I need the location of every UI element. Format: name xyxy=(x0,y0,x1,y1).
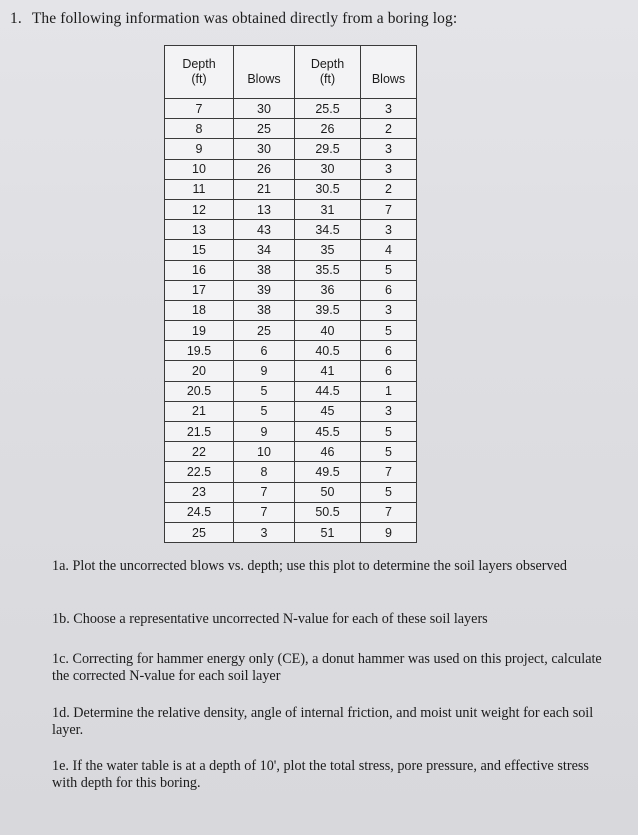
depth-1-cell: 11 xyxy=(165,179,234,199)
blows-2-cell: 4 xyxy=(361,240,417,260)
depth-1-cell: 20.5 xyxy=(165,381,234,401)
depth-1-cell: 25 xyxy=(165,522,234,542)
depth-1-cell: 19.5 xyxy=(165,341,234,361)
depth-2-cell: 44.5 xyxy=(295,381,361,401)
table-row xyxy=(165,119,417,139)
table-row xyxy=(165,321,417,341)
depth-2-cell: 45 xyxy=(295,401,361,421)
table-row xyxy=(165,502,417,522)
header-blows-2: Blows xyxy=(361,46,417,99)
blows-2-cell: 9 xyxy=(361,522,417,542)
table-row xyxy=(165,159,417,179)
blows-1-cell: 26 xyxy=(234,159,295,179)
header-depth-2: Depth (ft) xyxy=(295,46,361,99)
depth-2-cell: 50.5 xyxy=(295,502,361,522)
boring-log-table xyxy=(164,45,417,543)
depth-2-cell: 35.5 xyxy=(295,260,361,280)
blows-1-cell: 25 xyxy=(234,321,295,341)
table-row xyxy=(165,442,417,462)
blows-2-cell: 6 xyxy=(361,341,417,361)
table-row xyxy=(165,522,417,542)
depth-2-cell: 30 xyxy=(295,159,361,179)
depth-2-cell: 30.5 xyxy=(295,179,361,199)
depth-1-cell: 8 xyxy=(165,119,234,139)
blows-1-cell: 8 xyxy=(234,462,295,482)
depth-2-cell: 31 xyxy=(295,199,361,219)
depth-2-cell: 35 xyxy=(295,240,361,260)
depth-1-cell: 23 xyxy=(165,482,234,502)
blows-2-cell: 3 xyxy=(361,220,417,240)
depth-1-cell: 9 xyxy=(165,139,234,159)
depth-1-cell: 19 xyxy=(165,321,234,341)
depth-1-cell: 20 xyxy=(165,361,234,381)
depth-1-cell: 21 xyxy=(165,401,234,421)
blows-2-cell: 5 xyxy=(361,260,417,280)
table-row xyxy=(165,422,417,442)
blows-1-cell: 7 xyxy=(234,502,295,522)
table-row xyxy=(165,300,417,320)
table-row xyxy=(165,482,417,502)
depth-2-cell: 25.5 xyxy=(295,99,361,119)
depth-2-cell: 39.5 xyxy=(295,300,361,320)
table-row xyxy=(165,361,417,381)
blows-1-cell: 5 xyxy=(234,401,295,421)
blows-1-cell: 39 xyxy=(234,280,295,300)
depth-2-cell: 45.5 xyxy=(295,422,361,442)
depth-2-cell: 34.5 xyxy=(295,220,361,240)
subquestion-1e: 1e. If the water table is at a depth of 10', plot the total stress, pore pressure, and effective stress with depth for this boring. xyxy=(52,758,589,791)
blows-1-cell: 13 xyxy=(234,199,295,219)
blows-2-cell: 5 xyxy=(361,422,417,442)
depth-1-cell: 24.5 xyxy=(165,502,234,522)
table-row xyxy=(165,139,417,159)
table-row xyxy=(165,199,417,219)
blows-2-cell: 1 xyxy=(361,381,417,401)
depth-2-cell: 41 xyxy=(295,361,361,381)
header-blows-1: Blows xyxy=(234,46,295,99)
table-row xyxy=(165,99,417,119)
subquestion-1a: 1a. Plot the uncorrected blows vs. depth; use this plot to determine the soil layers observed xyxy=(52,558,567,574)
blows-1-cell: 43 xyxy=(234,220,295,240)
depth-2-cell: 40.5 xyxy=(295,341,361,361)
blows-2-cell: 7 xyxy=(361,199,417,219)
blows-2-cell: 2 xyxy=(361,179,417,199)
blows-2-cell: 5 xyxy=(361,482,417,502)
depth-2-cell: 51 xyxy=(295,522,361,542)
subquestion-1d: 1d. Determine the relative density, angle of internal friction, and moist unit weight for each soil layer. xyxy=(52,705,594,738)
blows-2-cell: 3 xyxy=(361,99,417,119)
blows-1-cell: 34 xyxy=(234,240,295,260)
subquestion-1b: 1b. Choose a representative uncorrected N-value for each of these soil layers xyxy=(52,611,488,627)
depth-1-cell: 21.5 xyxy=(165,422,234,442)
question-heading xyxy=(10,10,457,28)
depth-2-cell: 50 xyxy=(295,482,361,502)
subquestion-1c: 1c. Correcting for hammer energy only (CE), a donut hammer was used on this project, calculate the corrected N-value for each soil layer xyxy=(52,651,602,684)
blows-2-cell: 5 xyxy=(361,442,417,462)
blows-1-cell: 7 xyxy=(234,482,295,502)
depth-1-cell: 18 xyxy=(165,300,234,320)
depth-1-cell: 17 xyxy=(165,280,234,300)
blows-1-cell: 30 xyxy=(234,139,295,159)
blows-2-cell: 6 xyxy=(361,361,417,381)
table-row xyxy=(165,462,417,482)
header-depth-1: Depth (ft) xyxy=(165,46,234,99)
table-row xyxy=(165,280,417,300)
depth-1-cell: 12 xyxy=(165,199,234,219)
blows-2-cell: 3 xyxy=(361,139,417,159)
depth-1-cell: 22.5 xyxy=(165,462,234,482)
table-row xyxy=(165,179,417,199)
depth-2-cell: 40 xyxy=(295,321,361,341)
blows-2-cell: 3 xyxy=(361,300,417,320)
table-header-row xyxy=(165,46,417,99)
table-row xyxy=(165,260,417,280)
depth-1-cell: 7 xyxy=(165,99,234,119)
blows-1-cell: 10 xyxy=(234,442,295,462)
depth-2-cell: 29.5 xyxy=(295,139,361,159)
depth-1-cell: 10 xyxy=(165,159,234,179)
blows-2-cell: 6 xyxy=(361,280,417,300)
blows-1-cell: 25 xyxy=(234,119,295,139)
depth-2-cell: 26 xyxy=(295,119,361,139)
blows-1-cell: 3 xyxy=(234,522,295,542)
blows-1-cell: 9 xyxy=(234,361,295,381)
blows-2-cell: 5 xyxy=(361,321,417,341)
blows-1-cell: 6 xyxy=(234,341,295,361)
question-number: 1. xyxy=(10,10,22,27)
blows-1-cell: 38 xyxy=(234,300,295,320)
blows-1-cell: 38 xyxy=(234,260,295,280)
table-row xyxy=(165,240,417,260)
table-row xyxy=(165,401,417,421)
table-row xyxy=(165,381,417,401)
depth-2-cell: 46 xyxy=(295,442,361,462)
blows-1-cell: 21 xyxy=(234,179,295,199)
table-body xyxy=(165,99,417,543)
depth-2-cell: 36 xyxy=(295,280,361,300)
blows-2-cell: 7 xyxy=(361,502,417,522)
blows-1-cell: 30 xyxy=(234,99,295,119)
blows-2-cell: 3 xyxy=(361,159,417,179)
depth-1-cell: 13 xyxy=(165,220,234,240)
table-row xyxy=(165,341,417,361)
depth-1-cell: 16 xyxy=(165,260,234,280)
depth-1-cell: 15 xyxy=(165,240,234,260)
depth-1-cell: 22 xyxy=(165,442,234,462)
blows-1-cell: 9 xyxy=(234,422,295,442)
table-row xyxy=(165,220,417,240)
blows-2-cell: 3 xyxy=(361,401,417,421)
blows-2-cell: 7 xyxy=(361,462,417,482)
depth-2-cell: 49.5 xyxy=(295,462,361,482)
blows-2-cell: 2 xyxy=(361,119,417,139)
blows-1-cell: 5 xyxy=(234,381,295,401)
question-text: The following information was obtained directly from a boring log: xyxy=(31,10,458,27)
